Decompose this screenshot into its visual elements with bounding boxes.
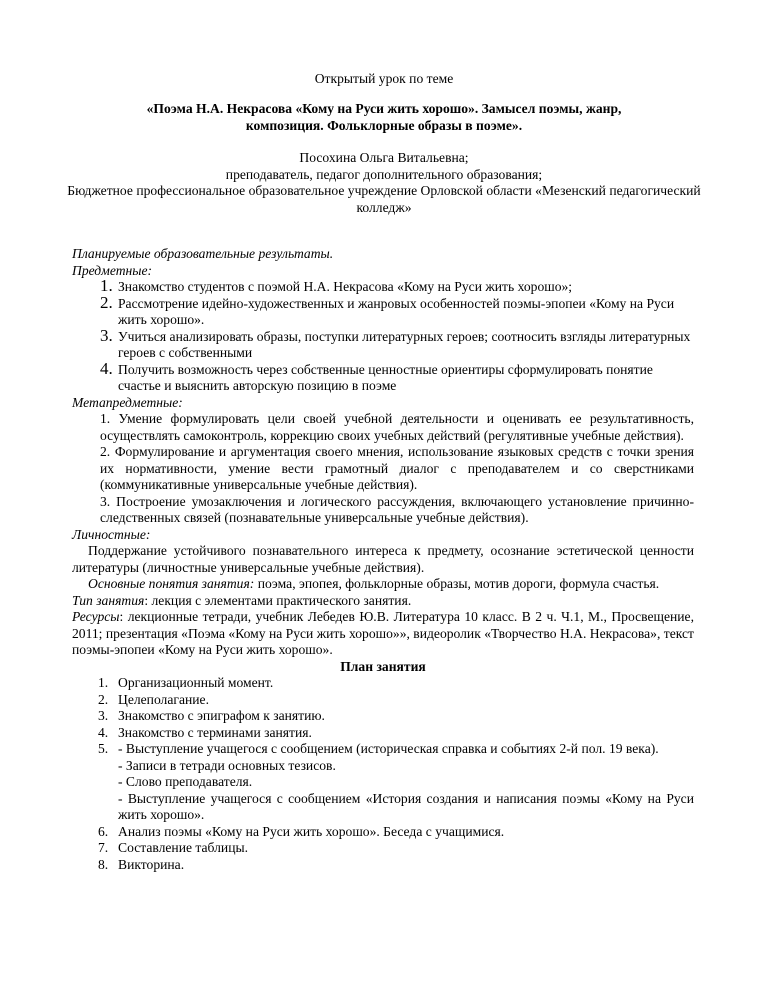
list-item-text: Получить возможность через собственные ценностные ориентиры сформулировать понятие счастье и выяснить авторскую позицию в поэме	[118, 361, 653, 393]
plan-item	[72, 857, 694, 874]
plan-number: 1.	[98, 675, 109, 690]
topic-line: Открытый урок по теме	[314, 71, 454, 86]
subject-results-list	[72, 276, 694, 395]
resources-label: Ресурсы	[72, 609, 120, 624]
concepts-text: поэма, эпопея, фольклорные образы, мотив дороги, формула счастья.	[254, 576, 660, 591]
meta-heading: Метапредметные:	[72, 394, 183, 410]
resources-text: : лекционные тетради, учебник Лебедев Ю.В. Литература 10 класс. В 2 ч. Ч.1, М., Просвещение, 2011; презентация «Поэма «Кому на Руси жить хорошо»», видеоролик «Творчество Н.А. Некрасова», текст поэмы-эпопеи «Кому на Руси жить хорошо».	[72, 609, 694, 657]
plan-item	[72, 675, 694, 692]
plan-number: 7.	[98, 840, 109, 855]
plan-number: 3.	[98, 708, 109, 723]
author-block	[60, 150, 708, 216]
lesson-type-text: : лекция с элементами практического занятия.	[144, 592, 412, 608]
plan-item	[72, 692, 694, 709]
personal-heading: Личностные:	[72, 526, 151, 542]
concepts-paragraph	[72, 576, 694, 593]
meta-item: 1. Умение формулировать цели своей учебной деятельности и оценивать ее результативность, осуществлять самоконтроль, коррекцию своих учебных действий (регулятивные учебные действия).	[100, 411, 694, 443]
plan-heading: План занятия	[340, 658, 426, 674]
plan-item	[72, 741, 694, 824]
plan-item	[72, 840, 694, 857]
plan-list	[72, 675, 694, 873]
list-number: 3.	[100, 325, 113, 345]
plan-item	[72, 824, 694, 841]
plan-item-text: Составление таблицы.	[118, 840, 248, 855]
plan-item-text: Знакомство с терминами занятия.	[118, 724, 312, 740]
resources-paragraph	[72, 609, 694, 659]
lesson-type-label: Тип занятия	[72, 592, 145, 608]
subject-heading: Предметные:	[72, 262, 153, 278]
list-item	[72, 325, 694, 362]
plan-item-text: Викторина.	[118, 856, 185, 872]
list-number: 2.	[100, 292, 113, 312]
lesson-type-paragraph	[72, 593, 694, 610]
plan-number: 2.	[98, 691, 109, 707]
list-item	[72, 292, 694, 329]
plan-number: 4.	[98, 724, 109, 740]
list-item-text: Рассмотрение идейно-художественных и жанровых особенностей поэмы-эпопеи «Кому на Руси жить хорошо».	[118, 295, 675, 327]
plan-item	[72, 708, 694, 725]
personal-text: Поддержание устойчивого познавательного интереса к предмету, осознание эстетической ценности литературы (личностные универсальные учебные действия).	[72, 543, 694, 575]
concepts-label: Основные понятия занятия:	[88, 576, 255, 591]
list-number: 1.	[100, 276, 113, 295]
plan-item-text: - Выступление учащегося с сообщением «История создания и написания поэмы «Кому на Руси жить хорошо».	[118, 790, 694, 822]
plan-number: 5.	[98, 741, 109, 756]
plan-item-text: - Выступление учащегося с сообщением (историческая справка и событиях 2-й пол. 19 века).	[118, 741, 659, 756]
list-number: 4.	[100, 358, 113, 378]
meta-item: 3. Построение умозаключения и логического рассуждения, включающего установление причинно-следственных связей (познавательные универсальные учебные действия).	[100, 493, 694, 525]
plan-item-text: - Слово преподавателя.	[118, 774, 253, 789]
plan-item-text: Целеполагание.	[118, 691, 209, 707]
author-organization: Бюджетное профессиональное образовательное учреждение Орловской области «Мезенский педагогический колледж»	[67, 183, 701, 215]
plan-item-text: Анализ поэмы «Кому на Руси жить хорошо». Беседа с учащимися.	[118, 823, 505, 839]
plan-item-text: Организационный момент.	[118, 675, 274, 690]
plan-number: 6.	[98, 823, 109, 839]
list-item-text: Учиться анализировать образы, поступки литературных героев; соотносить взгляды литературных героев с собственными	[118, 328, 691, 360]
author-name: Посохина Ольга Витальевна;	[299, 150, 469, 165]
meta-item: 2. Формулирование и аргументация своего мнения, использование языковых средств с точки зрения их нормативности, умение вести грамотный диалог с преподавателем и со сверстниками (коммуникативные универсальные учебные действия).	[100, 444, 694, 492]
list-item	[72, 276, 694, 296]
results-heading: Планируемые образовательные результаты.	[72, 246, 334, 261]
list-item	[72, 358, 694, 395]
lesson-title: «Поэма Н.А. Некрасова «Кому на Руси жить хорошо». Замысел поэмы, жанр, композиция. Фольклорные образы в поэме».	[146, 101, 622, 133]
plan-item-text: Знакомство с эпиграфом к занятию.	[118, 708, 325, 723]
author-position: преподаватель, педагог дополнительного образования;	[225, 166, 543, 182]
main-content	[72, 246, 694, 873]
plan-item	[72, 725, 694, 742]
plan-number: 8.	[98, 856, 109, 872]
plan-item-text: - Записи в тетради основных тезисов.	[118, 757, 336, 773]
list-item-text: Знакомство студентов с поэмой Н.А. Некрасова «Кому на Руси жить хорошо»;	[118, 279, 573, 294]
